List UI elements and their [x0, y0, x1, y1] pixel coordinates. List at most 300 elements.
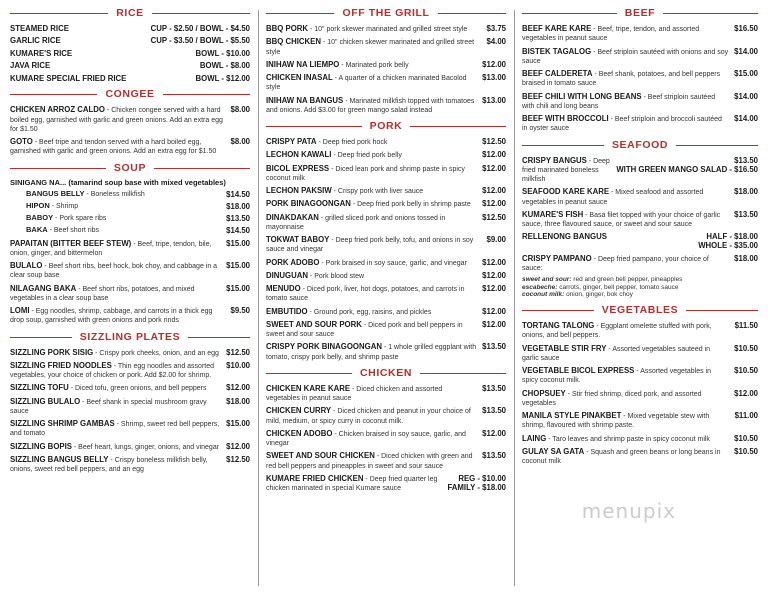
menu-item-row [266, 258, 506, 268]
menu-item-rellenong-bangus [522, 232, 758, 250]
price-option-value: $10.00 [482, 473, 506, 483]
menu-item-row [266, 384, 506, 404]
menu-item-text [10, 261, 226, 281]
menu-item-name: DINAKDAKAN [266, 212, 319, 222]
menu-item-text [266, 451, 482, 471]
menu-item-text [522, 92, 734, 112]
menu-item-bistek-tagalog [522, 47, 758, 67]
menu-item-vegetable-stir-fry [522, 344, 758, 364]
menu-item-description: - Mixed seafood and assorted vegetables in peanut sauce [522, 189, 704, 206]
menu-item-name: CRISPY BANGUS [522, 155, 587, 165]
menu-item-pork-adobo [266, 258, 506, 268]
menu-item-name: LECHON KAWALI [266, 150, 332, 160]
menu-item-description: - Marinated milkfish topped with tomatoes and onions. Add $3.00 for green mango salad instead [266, 97, 475, 114]
menu-item-price: $12.00 [482, 163, 506, 173]
menu-item-kumare-special-fried-rice [10, 74, 250, 83]
menu-item-row [10, 261, 250, 281]
menu-item-price: $11.50 [734, 321, 758, 331]
section-header [266, 6, 506, 21]
menu-item-description: - A quarter of a chicken marinated Bacolod style [266, 75, 467, 92]
price-option-value: $18.00 [734, 232, 758, 242]
menu-item-row [10, 284, 250, 304]
menu-item-description: - Beef short ribs, potatoes, and mixed vegetables in a clear soup base [10, 285, 195, 302]
menu-item-name: PORK ADOBO [266, 257, 320, 267]
menu-item-price: $13.50 [734, 209, 758, 219]
menu-item-price: $15.00 [226, 238, 250, 248]
menu-item-price: $16.50 [734, 24, 758, 33]
menu-item-row [266, 37, 506, 57]
menu-item-price: $9.00 [486, 235, 506, 244]
menu-item-price: $14.00 [734, 46, 758, 56]
menu-item-row [10, 419, 250, 439]
sauce-note [522, 291, 758, 299]
section-congee [10, 87, 250, 156]
menu-item-text [266, 384, 482, 404]
menu-item-name: LECHON PAKSIW [266, 186, 332, 195]
section-header [10, 161, 250, 176]
menu-item-text [10, 36, 151, 45]
menu-item-price: $13.50 [482, 406, 506, 416]
menu-item-sizzling-bopis [10, 442, 250, 452]
menu-item-row [10, 442, 250, 452]
menu-item-inihaw-na-bangus [266, 96, 506, 116]
menu-item-dinakdakan [266, 213, 506, 233]
menu-item-text [266, 429, 482, 449]
menu-item-description: - Thin egg noodles and assorted vegetables, your choice of chicken or pork. Add $2.00 for shrimp. [10, 362, 215, 380]
menu-item-description: - Deep fried pork hock [316, 139, 388, 146]
menu-item-name: SWEET AND SOUR PORK [266, 319, 362, 329]
menu-item-row [10, 36, 250, 45]
menu-item-text [522, 321, 735, 341]
menu-item-description: - Beef shank, potatoes, and bell peppers braised in tomato sauce [522, 71, 721, 88]
menu-item-row [10, 361, 250, 381]
menu-item-description: - Shrimp [49, 202, 79, 210]
menu-item-price: CUP - $2.50 / BOWL - $4.50 [150, 24, 250, 33]
menu-item-name: VEGETABLE BICOL EXPRESS [522, 366, 635, 376]
menu-item-tokwat-baboy [266, 235, 506, 255]
menu-item-row [522, 92, 758, 112]
menu-item-lomi [10, 306, 250, 326]
menu-item-text [266, 150, 482, 160]
menu-item-text [522, 434, 734, 444]
price-option-label: HALF - [706, 232, 735, 242]
menu-item-text [10, 24, 151, 33]
menu-item-description: - Diced pork and bell peppers in sweet and sour sauce [266, 321, 463, 338]
menu-item-price: $9.50 [230, 306, 250, 316]
section-pork [266, 119, 506, 362]
menu-item-kumare-fried-chicken [266, 474, 506, 494]
section-title: SEAFOOD [604, 138, 676, 153]
menu-item-price: $13.00 [482, 73, 506, 82]
menu-item-price: $12.00 [482, 306, 506, 316]
sauce-note-label: escabeche: [522, 283, 558, 291]
menu-item-row [10, 383, 250, 393]
menu-item-price: $12.00 [482, 199, 506, 209]
menu-item-name: JAVA RICE [10, 61, 51, 71]
menu-item-chicken-curry [266, 406, 506, 426]
section-beef [522, 6, 758, 134]
menu-item-price-options [447, 474, 506, 492]
menu-item-description: - Basa filet topped with your choice of garlic sauce, three flavoured sauce, or sweet and sour sauce [522, 211, 721, 228]
menu-item-description: - Deep fried marinated boneless milkfish [522, 157, 610, 183]
menu-item-price: CUP - $3.50 / BOWL - $5.50 [150, 36, 250, 46]
menu-item-name: LAING [522, 433, 547, 443]
menu-item-price: $18.00 [734, 253, 758, 263]
menu-item-row [522, 321, 758, 341]
section-title: OFF THE GRILL [334, 6, 437, 21]
menu-item-text [10, 61, 200, 70]
menu-item-description: - Eggplant omelette stuffed with pork, onions, and bell peppers. [522, 323, 712, 340]
section-header [10, 87, 250, 102]
menu-item-menudo [266, 284, 506, 304]
menu-item-row [266, 24, 506, 34]
menu-item-sizzling-shrimp-gambas [10, 419, 250, 439]
menu-item-row [10, 455, 250, 475]
menu-item-text [266, 164, 482, 184]
menu-item-text [522, 254, 734, 274]
menu-item-description: - Pork braised in soy sauce, garlic, and vinegar [319, 259, 467, 267]
menu-item-name: SIZZLING BOPIS [10, 441, 72, 451]
menu-item-price: $12.00 [482, 284, 506, 293]
menu-item-row [522, 254, 758, 274]
menu-item-description: - Deep fried pork belly, tofu, and onions in soy sauce and vinegar [266, 237, 474, 254]
menu-item-price: $10.50 [734, 433, 758, 443]
menu-item-name: GARLIC RICE [10, 36, 61, 46]
menu-item-name: CRISPY PATA [266, 137, 317, 146]
menu-item-text [522, 210, 734, 230]
section-title: PORK [362, 119, 411, 134]
menu-item-text [10, 348, 226, 358]
menu-item-inihaw-na-liempo [266, 60, 506, 70]
menu-item-row [26, 190, 250, 199]
menu-item-text [522, 156, 616, 185]
section-title: SIZZLING PLATES [72, 330, 188, 345]
menu-item-text [266, 60, 482, 70]
menu-item-row [522, 389, 758, 409]
menu-item-description: - Crispy pork with liver sauce [331, 188, 424, 195]
menu-item-lechon-paksiw [266, 186, 506, 196]
menu-item-name: BBQ PORK [266, 24, 309, 33]
menu-item-chopsuey [522, 389, 758, 409]
section-header [522, 303, 758, 318]
menu-item-crispy-pampano [522, 254, 758, 274]
menu-item-row [10, 49, 250, 58]
menu-item-text [522, 187, 734, 207]
menu-item-row [522, 114, 758, 134]
menu-item-text [522, 69, 734, 89]
price-option-label: FAMILY - [447, 482, 483, 492]
menu-item-description: - Deep fried pork belly in shrimp paste [350, 201, 471, 209]
menu-item-row [26, 202, 250, 211]
menu-item-description: - 10" pork skewer marinated and grilled street style [308, 26, 468, 33]
menu-item-name: EMBUTIDO [266, 306, 308, 316]
menu-item-name: SIZZLING BULALO [10, 396, 81, 406]
menu-item-description: - Taro leaves and shrimp paste in spicy coconut milk [546, 435, 710, 443]
menu-item-description: - Diced chicken and assorted vegetables in peanut sauce [266, 385, 443, 402]
menu-item-description: - Boneless milkfish [84, 190, 145, 198]
menu-item-description: - Marinated pork belly [339, 61, 409, 69]
menu-item-description: - Chicken congee served with a hard boiled egg, garnished with garlic and green onions. Add an extra egg for $1.50 [10, 107, 223, 133]
menu-item-description: - Pork blood stew [308, 272, 365, 280]
section-chicken [266, 366, 506, 494]
menu-item-text [10, 361, 226, 381]
section-header [266, 119, 506, 134]
menu-item-row [266, 284, 506, 304]
price-option-value: $16.50 [734, 164, 758, 174]
menu-item-price: $15.00 [734, 69, 758, 78]
menu-item-row [10, 61, 250, 70]
price-option-value: $18.00 [482, 482, 506, 492]
menu-item-name: VEGETABLE STIR FRY [522, 343, 607, 353]
menu-item-name: LOMI [10, 306, 30, 316]
menu-item-beef-chili-with-long-beans [522, 92, 758, 112]
menu-item-name: SIZZLING SHRIMP GAMBAS [10, 419, 115, 429]
menu-item-name: KUMARE SPECIAL FRIED RICE [10, 73, 127, 83]
column-divider [514, 10, 515, 586]
menu-item-text [266, 284, 482, 304]
section-header [522, 138, 758, 153]
menu-item-price: $12.00 [482, 319, 506, 329]
menu-item-description: - Stir fried shrimp, diced pork, and assorted vegetables [522, 390, 702, 407]
menu-item-chicken-adobo [266, 429, 506, 449]
menu-item-description: - Squash and green beans or long beans in coconut milk [522, 448, 721, 466]
section-sizzling-plates [10, 330, 250, 475]
menu-item-row [266, 96, 506, 116]
menu-item-row [522, 411, 758, 431]
menu-item-row [522, 47, 758, 67]
menu-item-description: - Beef short ribs, beef hock, bok choy, and cabbage in a clear soup base [10, 263, 218, 280]
menu-item-description: - grilled sliced pork and onions tossed in mayonnaise [266, 214, 446, 231]
menu-item-price: $12.00 [482, 270, 506, 280]
menu-item-description: - Deep fried pampano, your choice of sauce: [522, 255, 709, 272]
menu-item-price: $18.00 [226, 201, 250, 211]
menu-item-price: $15.00 [226, 261, 250, 271]
menu-item-name: MENUDO [266, 284, 301, 293]
menu-item-description: - Beef short ribs [47, 227, 100, 235]
menu-item-name: INIHAW NA BANGUS [266, 95, 344, 105]
menu-item-price: $10.00 [226, 360, 250, 370]
menu-item-row [266, 429, 506, 449]
menu-item-row [522, 434, 758, 444]
menu-item-text [266, 307, 482, 317]
menu-item-row [10, 137, 250, 157]
menu-item-text [10, 397, 226, 417]
menu-item-row [522, 447, 758, 467]
menu-item-goto [10, 137, 250, 157]
menu-item-sizzling-fried-noodles [10, 361, 250, 381]
menu-item-text [266, 235, 486, 255]
menu-item-price: $4.00 [486, 37, 506, 47]
menu-item-description: - Assorted vegetables sauteed in garlic sauce [522, 345, 710, 362]
section-title: RICE [108, 6, 152, 21]
sauce-note [522, 276, 758, 284]
menu-item-description: - Crispy boneless milkfish belly, onions, sweet red bell peppers, and an egg [10, 456, 208, 474]
menu-item-text [522, 411, 735, 431]
menu-item-chicken-kare-kare [266, 384, 506, 404]
menu-item-price: $12.00 [226, 383, 250, 393]
menu-item-embutido [266, 307, 506, 317]
price-option [734, 156, 758, 165]
menu-item-name: SIZZLING FRIED NOODLES [10, 360, 112, 370]
section-rice [10, 6, 250, 83]
menu-item-text [522, 389, 734, 409]
menu-item-name: PORK BINAGOONGAN [266, 199, 351, 209]
menu-item-name: GOTO [10, 137, 33, 147]
menu-item-text [26, 226, 226, 235]
menu-item-price: $12.50 [482, 212, 506, 222]
menu-item-name: SEAFOOD KARE KARE [522, 187, 610, 197]
menu-item-price: $12.00 [226, 441, 250, 451]
menu-item-text [266, 258, 482, 268]
menu-item-name: CHICKEN KARE KARE [266, 383, 351, 393]
menu-item-price: BOWL - $12.00 [195, 73, 250, 83]
menu-item-row [10, 348, 250, 358]
menu-item-row [522, 344, 758, 364]
price-option [706, 232, 758, 241]
menu-item-price: $15.00 [226, 419, 250, 429]
section-title: CONGEE [97, 87, 162, 102]
menu-item-price: $14.00 [734, 114, 758, 123]
menu-item-description: - Diced chicken with green and red bell peppers and pineapples in sweet and sour sauce [266, 453, 473, 470]
menu-item-name: GULAY SA GATA [522, 446, 585, 456]
menu-item-description: - Deep fried pork belly [331, 152, 402, 160]
menu-item-price: $12.50 [482, 137, 506, 146]
section-off-the-grill [266, 6, 506, 115]
menu-item-row [266, 320, 506, 340]
menu-item-description: - Beef striploin sautéed with chili and long beans [522, 93, 716, 110]
menu-item-price: $15.00 [226, 283, 250, 293]
menu-item-row [522, 232, 758, 250]
menu-item-description: - Beef striploin and broccoli sautéed in oyster sauce [522, 116, 722, 133]
menu-item-text [266, 271, 482, 281]
menu-item-description: - Ground pork, egg, raisins, and pickles [307, 308, 432, 316]
menu-item-text [26, 214, 226, 223]
menu-item-row [266, 164, 506, 184]
menu-item-text [266, 96, 482, 116]
menu-item-text [522, 24, 734, 44]
menu-item-price: $10.50 [734, 446, 758, 456]
sauce-note-text: carrots, ginger, bell pepper, tomato sauce [557, 283, 679, 291]
menu-item-row [266, 60, 506, 70]
price-option [458, 474, 506, 483]
menu-item-text [10, 306, 230, 326]
menu-item-chicken-arroz-caldo [10, 105, 250, 134]
price-option-value: $13.50 [734, 155, 758, 165]
menu-item-seafood-kare-kare [522, 187, 758, 207]
menu-item-price: $12.00 [482, 150, 506, 160]
menu-item-baboy [10, 214, 250, 223]
section-title: BEEF [617, 6, 663, 21]
menu-item-text [266, 320, 482, 340]
section-title: SOUP [106, 161, 154, 176]
menu-item-description: - 10" chicken skewer marinated and grilled street style [266, 39, 475, 56]
menu-item-description: - Beef heart, lungs, ginger, onions, and vinegar [71, 443, 220, 451]
price-option [447, 483, 506, 492]
menu-item-name: RELLENONG BANGUS [522, 232, 607, 242]
menu-item-name: CHICKEN ADOBO [266, 428, 333, 438]
menu-item-row [522, 187, 758, 207]
sauce-note-label: sweet and sour: [522, 276, 572, 284]
menu-item-description: - Shrimp, sweet red bell peppers, and tomato [10, 421, 220, 438]
menu-item-pork-binagoongan [266, 199, 506, 209]
menu-item-price: $12.00 [482, 186, 506, 195]
menu-item-text [10, 455, 226, 475]
menu-item-text [522, 366, 734, 386]
menu-item-lechon-kawali [266, 150, 506, 160]
menu-item-name: TORTANG TALONG [522, 321, 595, 331]
menu-item-row [522, 156, 758, 185]
menu-item-description: - Beef striploin sautéed with onions and soy sauce [522, 48, 729, 65]
menu-item-steamed-rice [10, 24, 250, 33]
menu-item-price: $10.50 [734, 343, 758, 353]
menu-item-price: BOWL - $10.00 [195, 48, 250, 58]
menu-item-name: MANILA STYLE PINAKBET [522, 411, 622, 421]
menu-item-price: $8.00 [230, 137, 250, 147]
menu-item-text [266, 137, 482, 147]
menu-item-text [26, 190, 226, 199]
menu-item-text [266, 186, 482, 196]
sauce-notes [522, 276, 758, 299]
menu-item-bbq-pork [266, 24, 506, 34]
price-option-label: WHOLE - [698, 241, 735, 251]
price-option [616, 165, 758, 174]
menu-item-name: SWEET AND SOUR CHICKEN [266, 451, 375, 461]
menu-item-text [10, 383, 226, 393]
menu-item-description: - Diced lean pork and shrimp paste in spicy coconut milk [266, 165, 465, 182]
menu-item-nilagang-baka [10, 284, 250, 304]
menu-item-row [266, 474, 506, 494]
menu-item-crispy-pata [266, 137, 506, 147]
menu-item-sizzling-pork-sisig [10, 348, 250, 358]
menu-item-price: $11.00 [734, 411, 758, 421]
sinigang-intro: SINIGANG NA... (tamarind soup base with mixed vegetables) [10, 177, 226, 187]
menu-item-tortang-talong [522, 321, 758, 341]
menu-item-row [10, 105, 250, 134]
menu-item-price: $13.00 [482, 95, 506, 105]
menu-item-sizzling-bangus-belly [10, 455, 250, 475]
menu-item-text [266, 73, 482, 93]
menu-item-name: DINUGUAN [266, 270, 309, 280]
menu-item-description: - Pork spare ribs [53, 215, 107, 223]
menu-item-gulay-sa-gata [522, 447, 758, 467]
menu-item-name: CHICKEN INASAL [266, 73, 333, 82]
menu-item-price: $10.50 [734, 366, 758, 376]
section-seafood [522, 138, 758, 300]
menu-item-name: STEAMED RICE [10, 24, 69, 33]
section-header [522, 6, 758, 21]
menu-item-price: $13.50 [482, 383, 506, 393]
section-title: CHICKEN [352, 366, 420, 381]
menu-item-row [26, 214, 250, 223]
menu-item-name: KUMARE'S RICE [10, 48, 73, 58]
section-title: VEGETABLES [594, 303, 686, 318]
menu-item-price-options [616, 156, 758, 174]
menu-item-laing [522, 434, 758, 444]
section-soup [10, 161, 250, 326]
menu-item-row [522, 69, 758, 89]
menu-item-description: - 1 whole grilled eggplant with tomato, crispy pork belly, and shrimp paste [266, 344, 477, 361]
menu-item-name: HIPON [26, 200, 50, 210]
menu-item-price: $18.00 [226, 396, 250, 406]
menu-item-price: $3.75 [486, 24, 506, 33]
menu-item-bulalo [10, 261, 250, 281]
menu-item-row [266, 150, 506, 160]
menu-item-price: $12.50 [226, 347, 250, 357]
menu-item-description: - Beef shank in special mushroom gravy sauce [10, 398, 207, 415]
menu-item-price-options [698, 232, 758, 250]
menu-item-text [10, 49, 196, 58]
menu-item-name: BANGUS BELLY [26, 188, 85, 198]
